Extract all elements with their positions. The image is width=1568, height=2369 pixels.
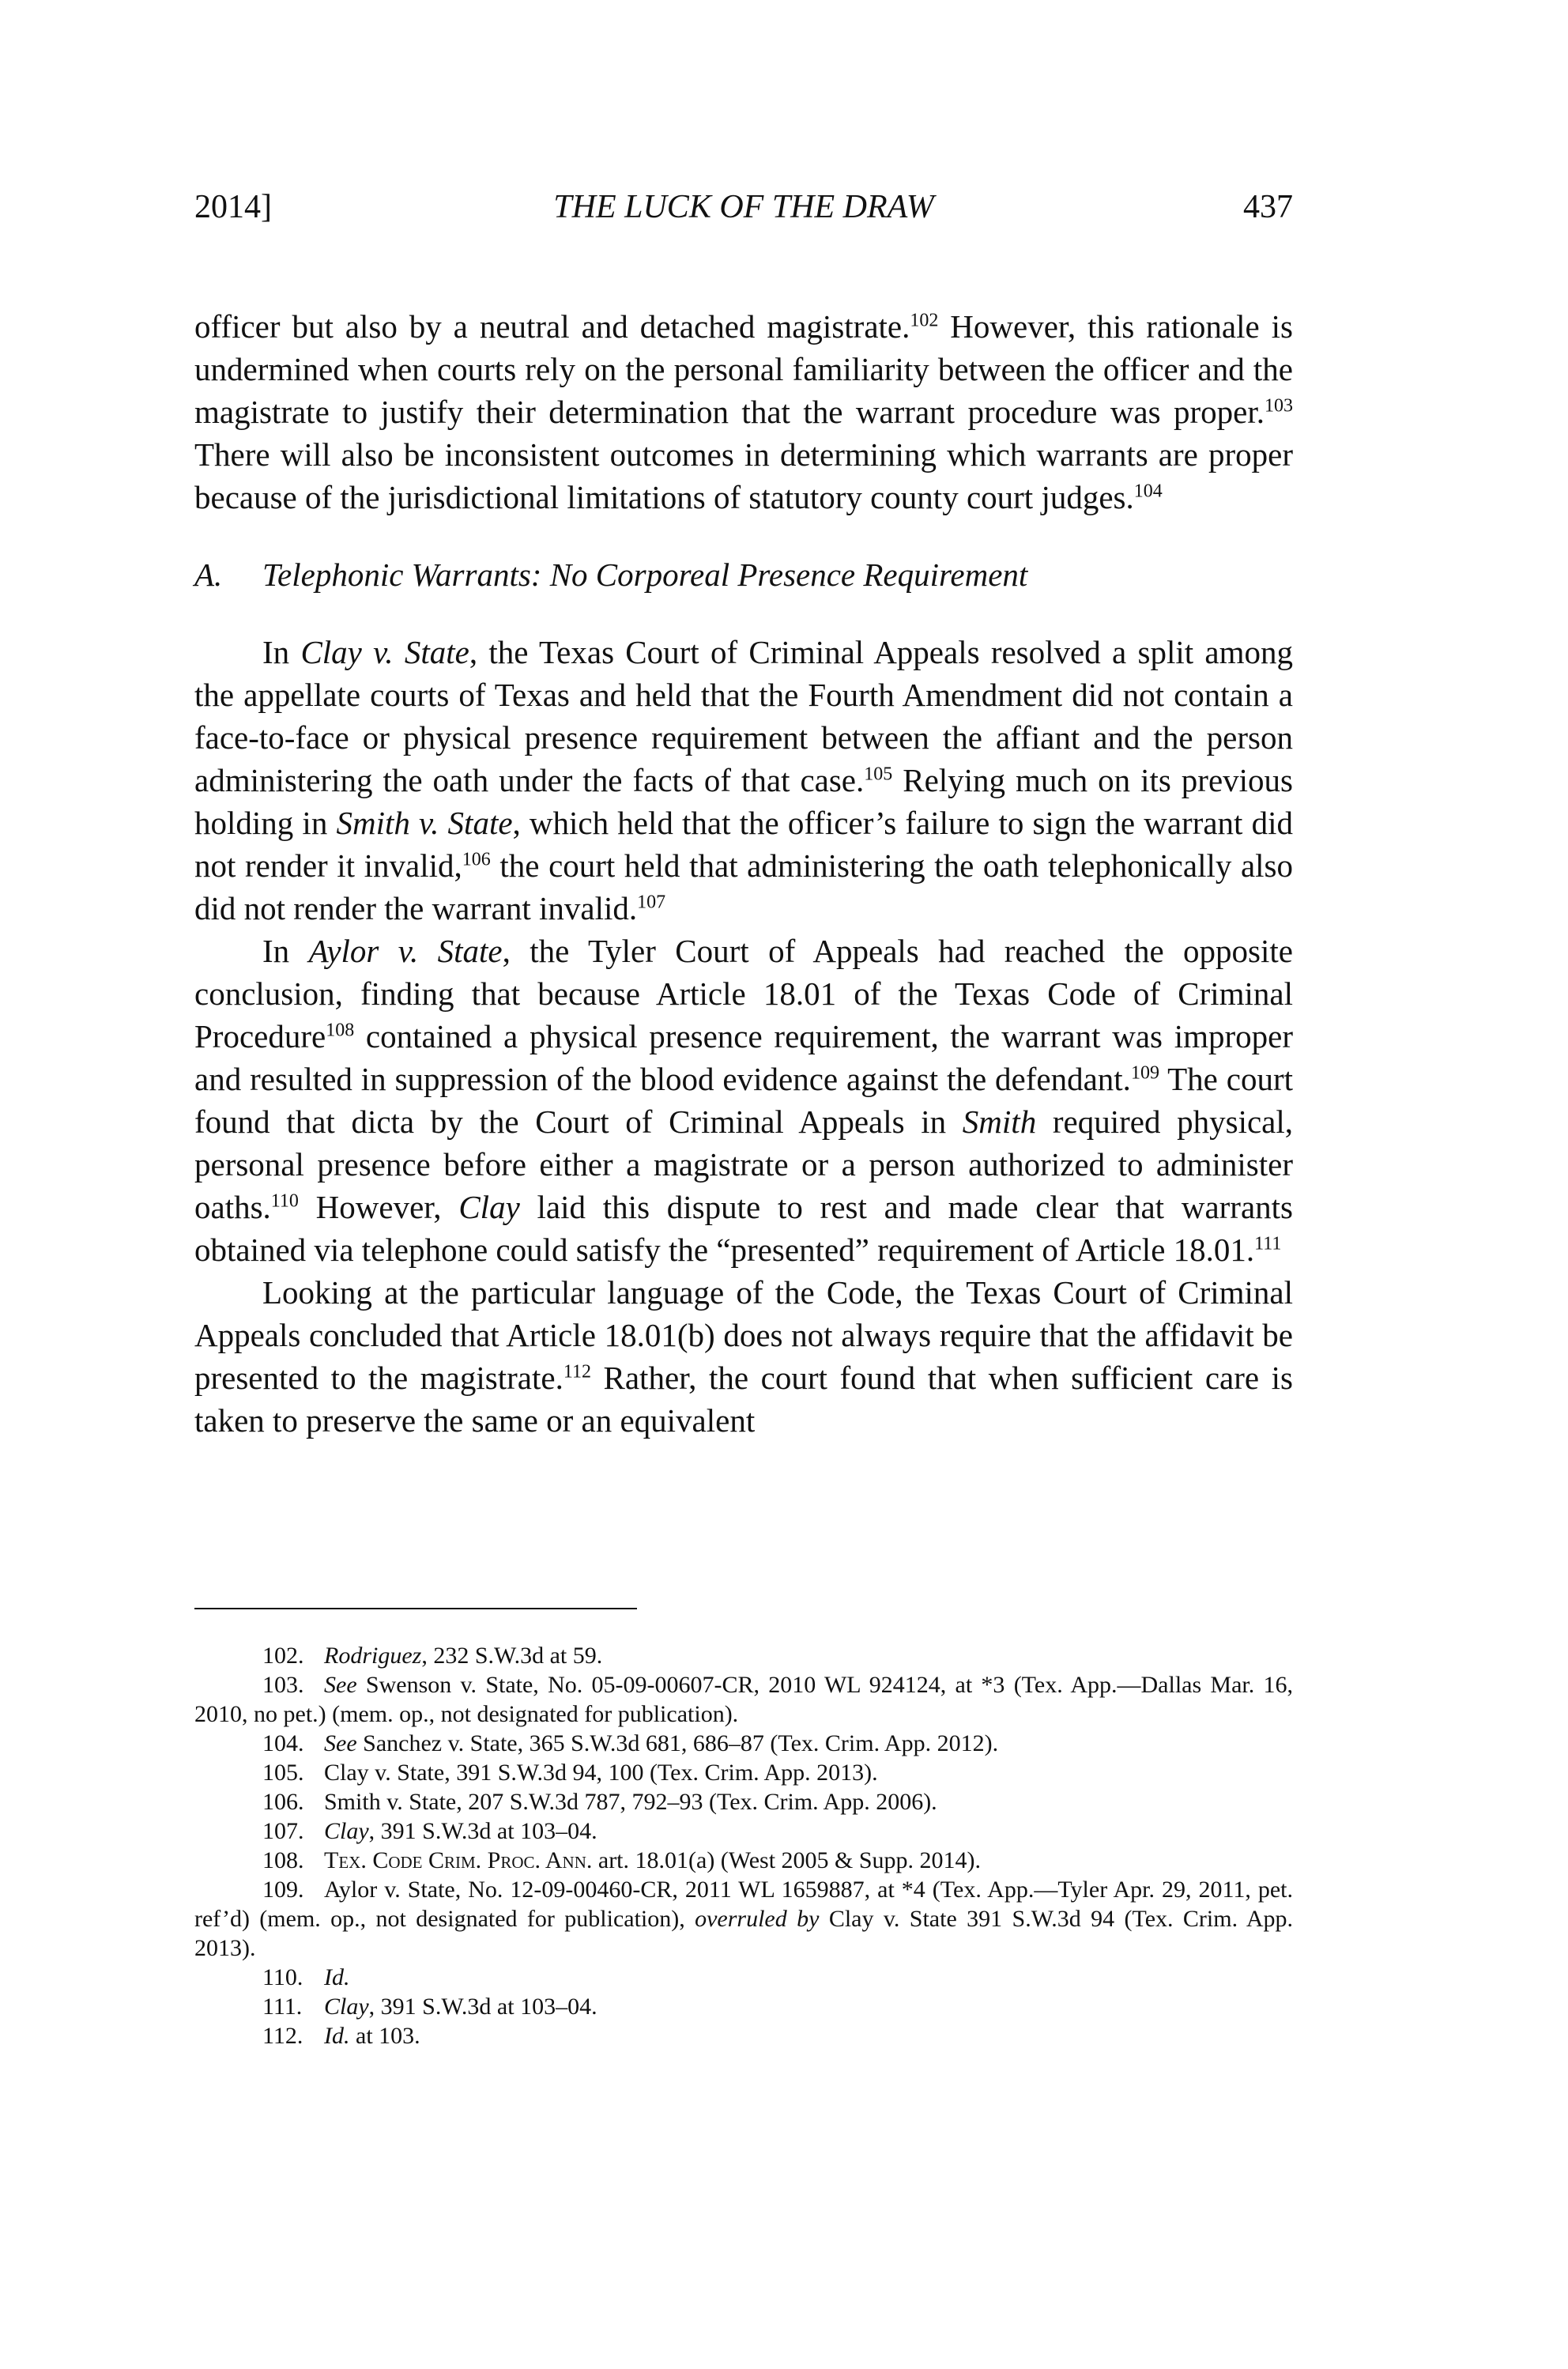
paragraph-3 [194,930,1293,1271]
citation: Rodriguez [324,1643,422,1669]
signal: See [324,1730,357,1756]
footnote-ref: 106 [462,849,491,870]
footnote-ref: 109 [1130,1062,1159,1084]
footnote-ref: 105 [864,764,893,785]
paragraph-2 [194,631,1293,930]
text: Relying much on its previous holding in [194,762,1293,841]
footnote-109 [194,1875,1293,1963]
header-year: 2014] [194,189,272,225]
text: Looking at the particular language of the Code, the Texas Court of Criminal Appeals concluded that Article 18.01(b) does not always require that the affidavit be presented to the magistrate. [194,1274,1293,1396]
section-letter: A. [194,556,223,593]
footnote-106 [194,1787,1293,1816]
footnote-number: 109. [262,1877,304,1903]
citation-text: , 391 S.W.3d at 103–04. [368,1818,597,1844]
footnote-number: 102. [262,1643,304,1669]
footnote-number: 107. [262,1818,304,1844]
footnotes [194,1608,1293,2050]
case-name: Aylor v. State [308,933,503,969]
footnote-103 [194,1670,1293,1729]
section-title: Telephonic Warrants: No Corporeal Presence Requirement [262,556,1028,593]
text: There will also be inconsistent outcomes in determining which warrants are proper because of the jurisdictional limitations of statutory county court judges. [194,436,1293,515]
text: , which held that the officer’s failure to sign the warrant did not render it invalid, [194,805,1293,884]
footnote-ref: 108 [326,1020,355,1041]
footnote-ref: 107 [637,892,666,913]
text: In [262,634,301,670]
text: officer but also by a neutral and detached magistrate. [194,308,910,345]
text: However, this rationale is undermined when courts rely on the personal familiarity between the officer and the magistrate to justify their determination that the warrant procedure was proper. [194,308,1293,430]
text: required physical, personal presence before either a magistrate or a person authorized to administer oaths. [194,1103,1293,1225]
text: , the Tyler Court of Appeals had reached the opposite conclusion, finding that because Article 18.01 of the Texas Code of Criminal Procedure [194,933,1293,1054]
citation: Clay [324,1994,369,2020]
text: the court held that administering the oath telephonically also did not render the warrant invalid. [194,847,1293,926]
case-name: Clay v. State [300,634,469,670]
footnote-ref: 103 [1265,395,1293,417]
text: The court found that dicta by the Court of Criminal Appeals in [194,1061,1293,1140]
footnote-number: 103. [262,1672,304,1698]
citation-text: , 391 S.W.3d at 103–04. [368,1994,597,2020]
citation: Id. [324,2023,350,2049]
footnote-number: 111. [262,1994,303,2020]
footnote-number: 108. [262,1847,304,1873]
citation-text: Clay v. State 391 S.W.3d 94 (Tex. Crim. App. 2013). [194,1906,1293,1961]
citation-text: Aylor v. State, No. 12-09-00460-CR, 2011 WL 1659887, at *4 (Tex. App.—Tyler Apr. 29, 2011, pet. ref’d) (mem. op., not designated for publication), [194,1877,1293,1932]
footnote-ref: 110 [270,1190,299,1212]
main-text [194,305,1293,1442]
case-name: Smith v. State [336,805,513,841]
footnote-ref: 111 [1254,1233,1282,1254]
signal: overruled by [695,1906,820,1932]
text: However, [298,1189,459,1225]
citation-text: Clay v. State, 391 S.W.3d 94, 100 (Tex. Crim. App. 2013). [324,1760,878,1786]
text: , the Texas Court of Criminal Appeals resolved a split among the appellate courts of Texas and held that the Fourth Amendment did not contain a face-to-face or physical presence requirement between the affiant and the person administering the oath under the facts of that case. [194,634,1293,798]
footnote-number: 110. [262,1964,303,1990]
footnote-number: 106. [262,1789,304,1815]
footnote-number: 105. [262,1760,304,1786]
header-title: THE LUCK OF THE DRAW [553,189,934,225]
footnote-number: 104. [262,1730,304,1756]
text: contained a physical presence requirement, the warrant was improper and resulted in suppression of the blood evidence against the defendant. [194,1018,1293,1097]
text: laid this dispute to rest and made clear that warrants obtained via telephone could satisfy the “presented” requirement of Article 18.01. [194,1189,1293,1268]
footnote-ref: 112 [563,1361,591,1383]
footnote-112 [194,2021,1293,2050]
case-name: Smith [962,1103,1037,1140]
citation: Clay [324,1818,369,1844]
page-number: 437 [1243,189,1293,225]
footnote-110 [194,1963,1293,1992]
citation-text: Swenson v. State, No. 05-09-00607-CR, 2010 WL 924124, at *3 (Tex. App.—Dallas Mar. 16, 2010, no pet.) (mem. op., not designated for publication). [194,1672,1293,1727]
signal: See [324,1672,357,1698]
case-name: Clay [458,1189,520,1225]
paragraph-1 [194,305,1293,519]
footnote-104 [194,1729,1293,1758]
footnote-111 [194,1992,1293,2021]
text: In [262,933,309,969]
citation-text: , 232 S.W.3d at 59. [421,1643,603,1669]
running-header [194,188,1293,236]
footnote-108 [194,1846,1293,1875]
section-heading [194,553,1293,596]
footnote-107 [194,1816,1293,1846]
citation-text: at 103. [349,2023,420,2049]
footnote-rule [194,1608,637,1609]
text: Rather, the court found that when sufficient care is taken to preserve the same or an equivalent [194,1360,1293,1439]
citation: Id. [324,1964,350,1990]
footnote-ref: 102 [910,310,939,331]
citation-text: art. 18.01(a) (West 2005 & Supp. 2014). [592,1847,982,1873]
footnote-105 [194,1758,1293,1787]
code-citation: Tex. Code Crim. Proc. Ann. [324,1847,593,1873]
paragraph-4 [194,1271,1293,1442]
footnote-number: 112. [262,2023,303,2049]
footnote-102 [194,1641,1293,1670]
citation-text: Sanchez v. State, 365 S.W.3d 681, 686–87 (Tex. Crim. App. 2012). [356,1730,999,1756]
footnote-ref: 104 [1133,481,1163,502]
citation-text: Smith v. State, 207 S.W.3d 787, 792–93 (Tex. Crim. App. 2006). [324,1789,937,1815]
